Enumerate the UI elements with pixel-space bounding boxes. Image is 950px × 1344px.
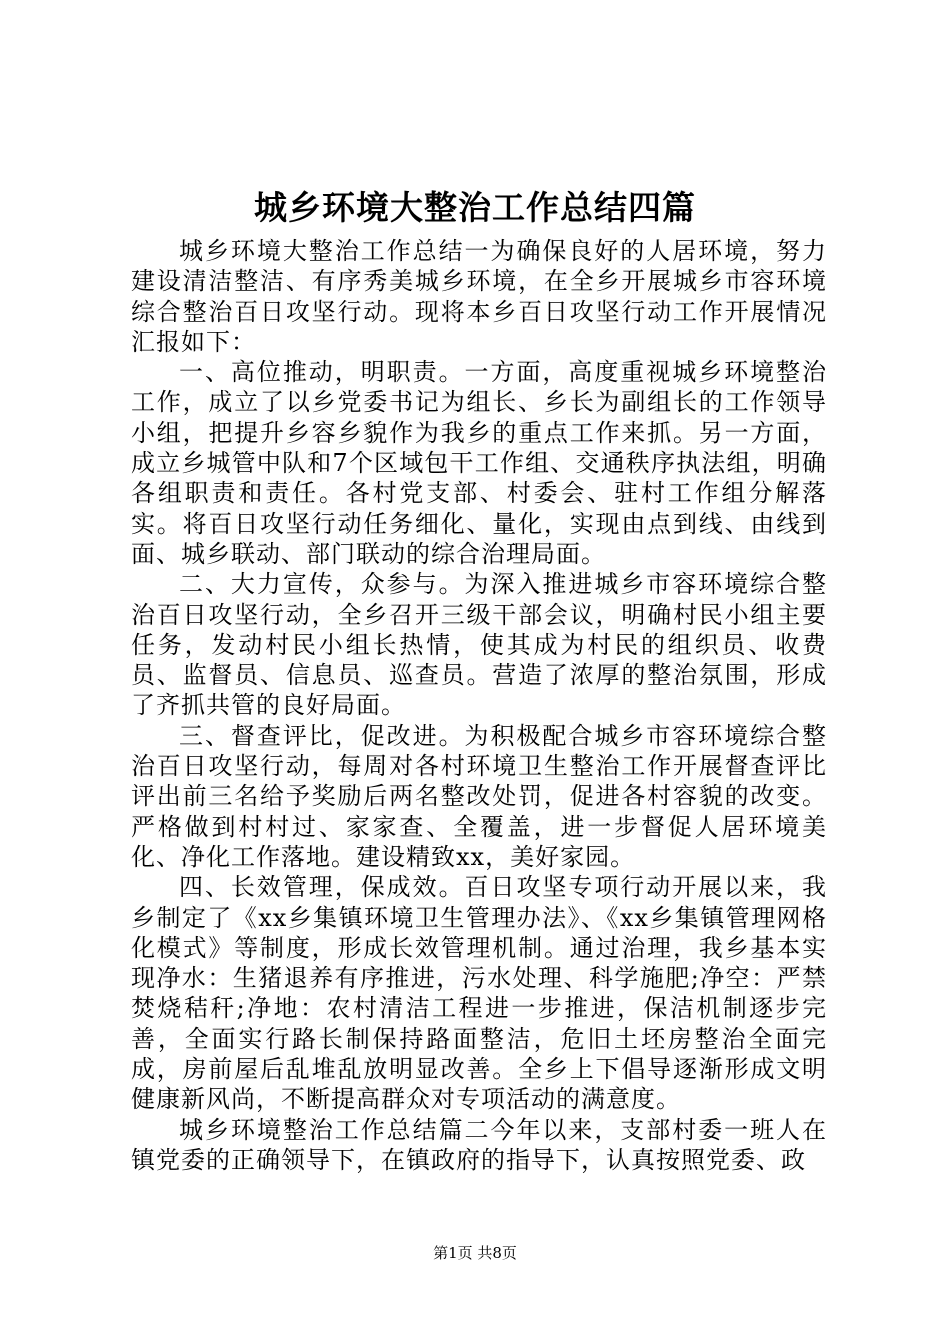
paragraph-section-4: 四、长效管理，保成效。百日攻坚专项行动开展以来，我乡制定了《xx乡集镇环境卫生管理办法》、《xx乡集镇管理网格化模式》等制度，形成长效管理机制。通过治理，我乡基本实现净水：生猪退养有序推进，污水处理、科学施肥;净空：严禁焚烧秸秆;净地：农村清洁工程进一步推进，保洁机制逐步完善，全面实行路长制保持路面整洁，危旧土坯房整治全面完成，房前屋后乱堆乱放明显改善。全乡上下倡导逐渐形成文明健康新风尚，不断提高群众对专项活动的满意度。 [131, 873, 827, 1114]
document-title: 城乡环境大整治工作总结四篇 [254, 188, 696, 227]
document-body [131, 236, 827, 1175]
paragraph-part-2-start: 城乡环境整治工作总结篇二今年以来，支部村委一班人在镇党委的正确领导下，在镇政府的指导下，认真按照党委、政 [131, 1115, 827, 1174]
paragraph-section-2: 二、大力宣传，众参与。为深入推进城乡市容环境综合整治百日攻坚行动，全乡召开三级干部会议，明确村民小组主要任务，发动村民小组长热情，使其成为村民的组织员、收费员、监督员、信息员、巡查员。营造了浓厚的整治氛围，形成了齐抓共管的良好局面。 [131, 570, 827, 720]
page-number-footer: 第1页 共8页 [433, 1244, 517, 1262]
paragraph-intro: 城乡环境大整治工作总结一为确保良好的人居环境，努力建设清洁整洁、有序秀美城乡环境，在全乡开展城乡市容环境综合整治百日攻坚行动。现将本乡百日攻坚行动工作开展情况汇报如下： [131, 237, 827, 356]
paragraph-section-1: 一、高位推动，明职责。一方面，高度重视城乡环境整治工作，成立了以乡党委书记为组长、乡长为副组长的工作领导小组，把提升乡容乡貌作为我乡的重点工作来抓。另一方面，成立乡城管中队和7个区域包干工作组、交通秩序执法组，明确各组职责和责任。各村党支部、村委会、驻村工作组分解落实。将百日攻坚行动任务细化、量化，实现由点到线、由线到面、城乡联动、部门联动的综合治理局面。 [131, 358, 827, 568]
paragraph-section-3: 三、督查评比，促改进。为积极配合城乡市容环境综合整治百日攻坚行动，每周对各村环境卫生整治工作开展督查评比评出前三名给予奖励后两名整改处罚，促进各村容貌的改变。严格做到村村过、家家查、全覆盖，进一步督促人居环境美化、净化工作落地。建设精致xx，美好家园。 [131, 721, 827, 871]
